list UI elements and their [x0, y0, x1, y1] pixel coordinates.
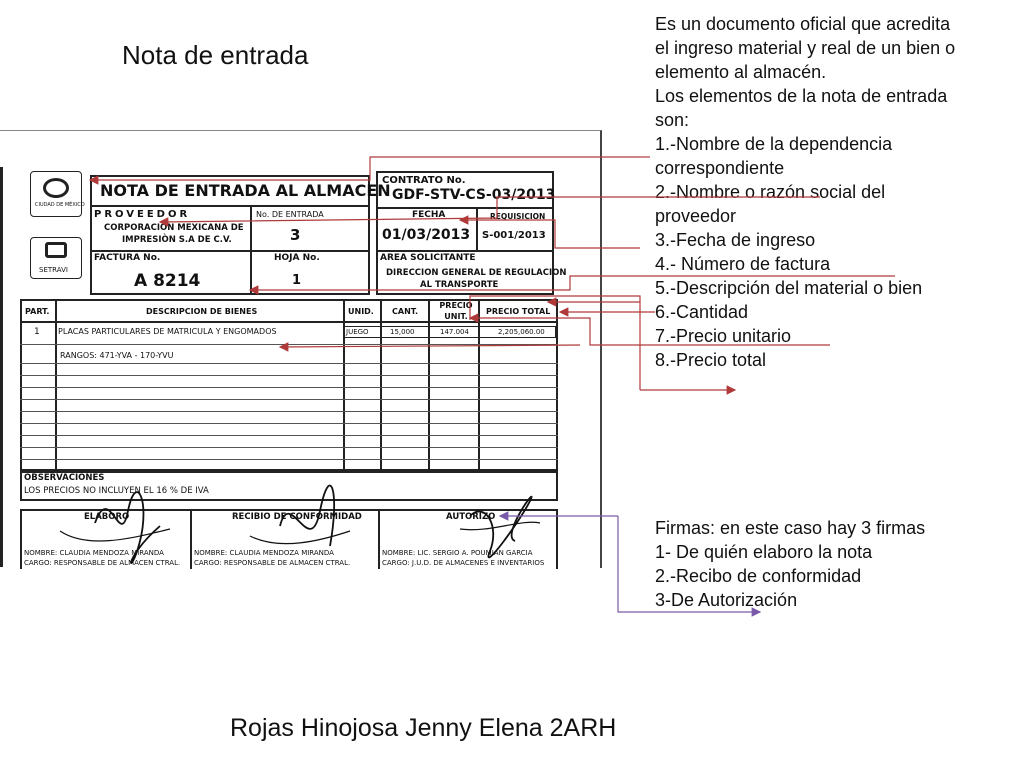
cell-descripcion: PLACAS PARTICULARES DE MATRICULA Y ENGOMADOS — [58, 327, 277, 336]
row1-highlight — [343, 326, 556, 338]
slide-title: Nota de entrada — [122, 40, 309, 70]
hoja-label: HOJA No. — [274, 253, 320, 263]
sig2-cargo: CARGO: RESPONSABLE DE ALMACEN CTRAL. — [194, 559, 351, 567]
requisicion-value: S-001/2013 — [482, 230, 546, 241]
contrato-value: GDF-STV-CS-03/2013 — [392, 187, 556, 203]
factura-label: FACTURA No. — [94, 253, 161, 263]
cell-part: 1 — [34, 327, 40, 337]
cell-cant: 15,000 — [390, 328, 415, 336]
scanned-document — [0, 130, 602, 568]
fecha-value: 01/03/2013 — [382, 227, 471, 243]
col-header-part: PART. — [25, 307, 50, 316]
sig-autorizo-label: AUTORIZO — [446, 512, 496, 522]
area-value-2: AL TRANSPORTE — [420, 280, 499, 290]
proveedor-label: PROVEEDOR — [94, 209, 191, 220]
setravi-logo-text: SETRAVI — [39, 266, 68, 274]
document-title: NOTA DE ENTRADA AL ALMACEN — [100, 181, 391, 200]
proveedor-value-1: CORPORACION MEXICANA DE — [104, 223, 244, 233]
sig3-name: NOMBRE: LIC. SERGIO A. POUMIAN GARCIA — [382, 549, 533, 557]
setravi-logo — [30, 237, 82, 279]
cell-unid: JUEGO — [346, 328, 369, 336]
col-header-unid: UNID. — [348, 307, 374, 316]
sig1-name: NOMBRE: CLAUDIA MENDOZA MIRANDA — [24, 549, 164, 557]
doc-left-edge — [0, 167, 3, 567]
sig1-cargo: CARGO: RESPONSABLE DE ALMACEN CTRAL. — [24, 559, 181, 567]
no-entrada-label: No. DE ENTRADA — [256, 210, 324, 219]
col-header-precio-total: PRECIO TOTAL — [486, 307, 551, 316]
author-name: Rojas Hinojosa Jenny Elena 2ARH — [230, 714, 617, 742]
col-header-descripcion: DESCRIPCION DE BIENES — [146, 307, 258, 316]
area-value-1: DIRECCION GENERAL DE REGULACION — [386, 268, 567, 278]
requisicion-label: REQUISICION — [490, 212, 546, 221]
explanation-signatures: Firmas: en este caso hay 3 firmas 1- De quién elaboro la nota 2.-Recibo de conformidad 3-De Autorización — [655, 518, 926, 610]
proveedor-value-2: IMPRESIÒN S.A DE C.V. — [122, 235, 232, 245]
col-header-cant: CANT. — [392, 307, 419, 316]
no-entrada-value: 3 — [290, 226, 301, 244]
area-label: AREA SOLICITANTE — [380, 253, 476, 263]
col-header-precio-unit: PRECIO UNIT. — [439, 301, 473, 321]
gdf-logo-text: CIUDAD DE MÉXICO — [35, 202, 85, 208]
observaciones-value: LOS PRECIOS NO INCLUYEN EL 16 % DE IVA — [24, 486, 209, 496]
hoja-value: 1 — [292, 273, 302, 288]
explanation-elements: Es un documento oficial que acredita el ingreso material y real de un bien o elemento al almacén. Los elementos de la nota de entrada son: 1.-Nombre de la dependencia correspondiente 2.-Nombre o razón social del proveedor 3.-Fecha de ingreso 4.- Número de factura 5.-Descripción del material o bien 6.-Cantidad 7.-Precio unitario 8.-Precio total — [655, 14, 956, 370]
sig3-cargo: CARGO: J.U.D. DE ALMACENES E INVENTARIOS — [382, 559, 545, 567]
sig-recibio-label: RECIBIO DE CONFORMIDAD — [232, 512, 362, 522]
fecha-label: FECHA — [412, 210, 446, 220]
contrato-label: CONTRATO No. — [382, 175, 466, 186]
cell-rangos: RANGOS: 471-YVA - 170-YVU — [60, 351, 174, 360]
gdf-logo — [30, 171, 85, 217]
sig2-name: NOMBRE: CLAUDIA MENDOZA MIRANDA — [194, 549, 334, 557]
factura-value: A 8214 — [134, 271, 201, 291]
observaciones-label: OBSERVACIONES — [24, 473, 105, 483]
sig-elaboro-label: ELABORO — [84, 512, 130, 522]
cell-precio-total: 2,205,060.00 — [498, 328, 545, 336]
cell-precio-unit: 147.004 — [440, 328, 469, 336]
